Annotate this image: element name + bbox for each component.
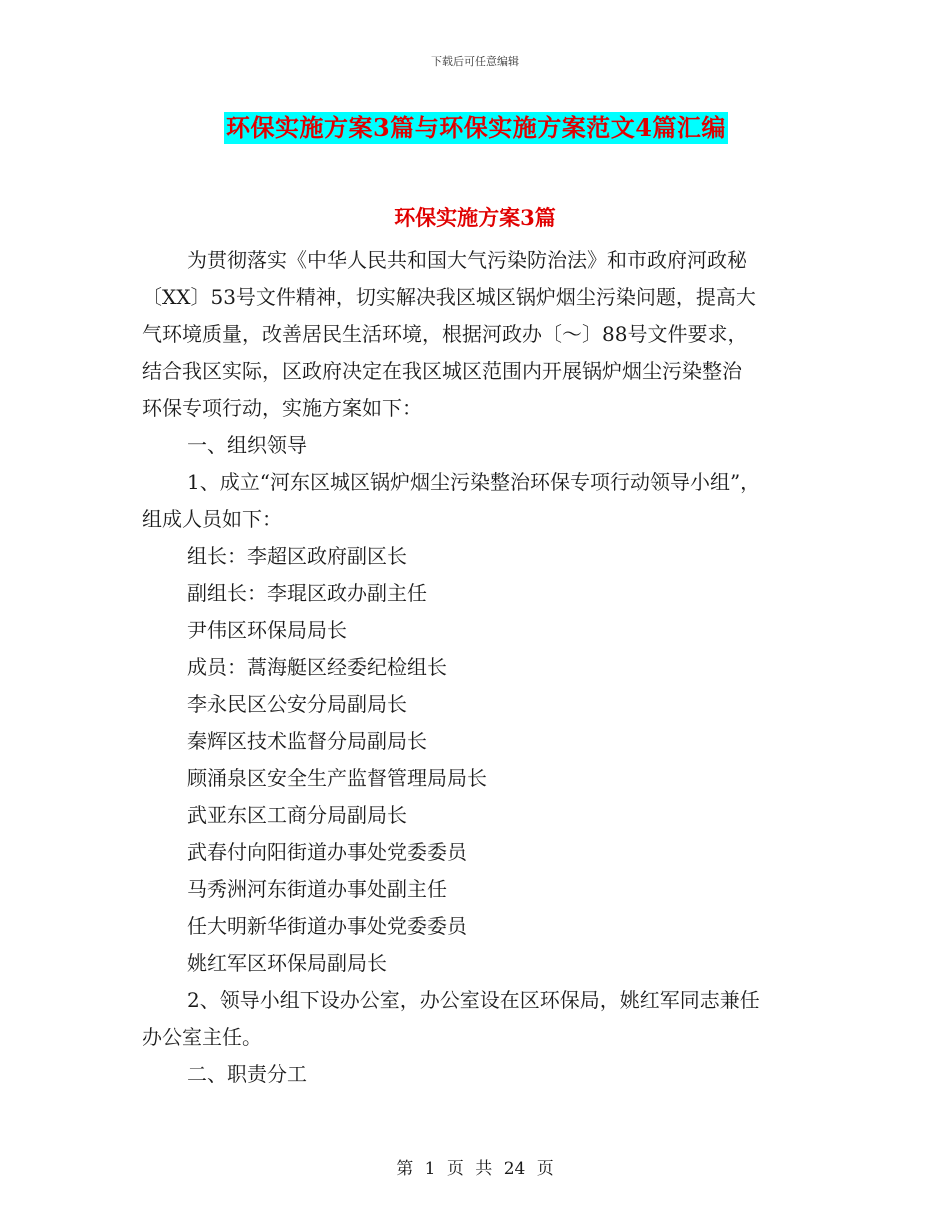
list-item: 组长：李超区政府副区长 [187,544,407,568]
document-title: 环保实施方案3篇与环保实施方案范文4篇汇编 [226,113,726,142]
paragraph-line: 1、成立“河东区城区锅炉烟尘污染整治环保专项行动领导小组”， [187,470,761,494]
list-item: 武春付向阳街道办事处党委委员 [187,840,467,864]
list-item: 成员：蒿海艇区经委纪检组长 [187,655,447,679]
list-item: 武亚东区工商分局副局长 [187,803,407,827]
list-item: 秦辉区技术监督分局副局长 [187,729,427,753]
paragraph-line: 环保专项行动，实施方案如下： [142,396,422,420]
list-item: 顾涌泉区安全生产监督管理局局长 [187,766,487,790]
section-title: 环保实施方案3篇 [394,205,556,230]
list-item: 李永民区公安分局副局长 [187,692,407,716]
paragraph-line: 组成人员如下： [142,507,282,531]
paragraph-line: 结合我区实际，区政府决定在我区城区范围内开展锅炉烟尘污染整治 [142,359,742,383]
list-item: 尹伟区环保局局长 [187,618,347,642]
body-text [142,242,822,1093]
section-heading: 一、组织领导 [187,433,307,457]
paragraph-line: 为贯彻落实《中华人民共和国大气污染防治法》和市政府河政秘 [187,248,747,272]
paragraph-line: 〔XX〕53号文件精神，切实解决我区城区锅炉烟尘污染问题，提高大 [142,285,756,309]
paragraph-line: 办公室主任。 [142,1025,262,1049]
header-note: 下载后可任意编辑 [431,55,519,68]
list-item: 副组长：李琨区政办副主任 [187,581,427,605]
page-footer: 第 1 页 共 24 页 [396,1159,554,1179]
paragraph-line: 气环境质量，改善居民生活环境，根据河政办〔～〕88号文件要求， [142,322,748,346]
section-heading: 二、职责分工 [187,1062,307,1086]
paragraph-line: 2、领导小组下设办公室，办公室设在区环保局，姚红军同志兼任 [187,988,760,1012]
list-item: 姚红军区环保局副局长 [187,951,387,975]
list-item: 任大明新华街道办事处党委委员 [187,914,467,938]
list-item: 马秀洲河东街道办事处副主任 [187,877,447,901]
